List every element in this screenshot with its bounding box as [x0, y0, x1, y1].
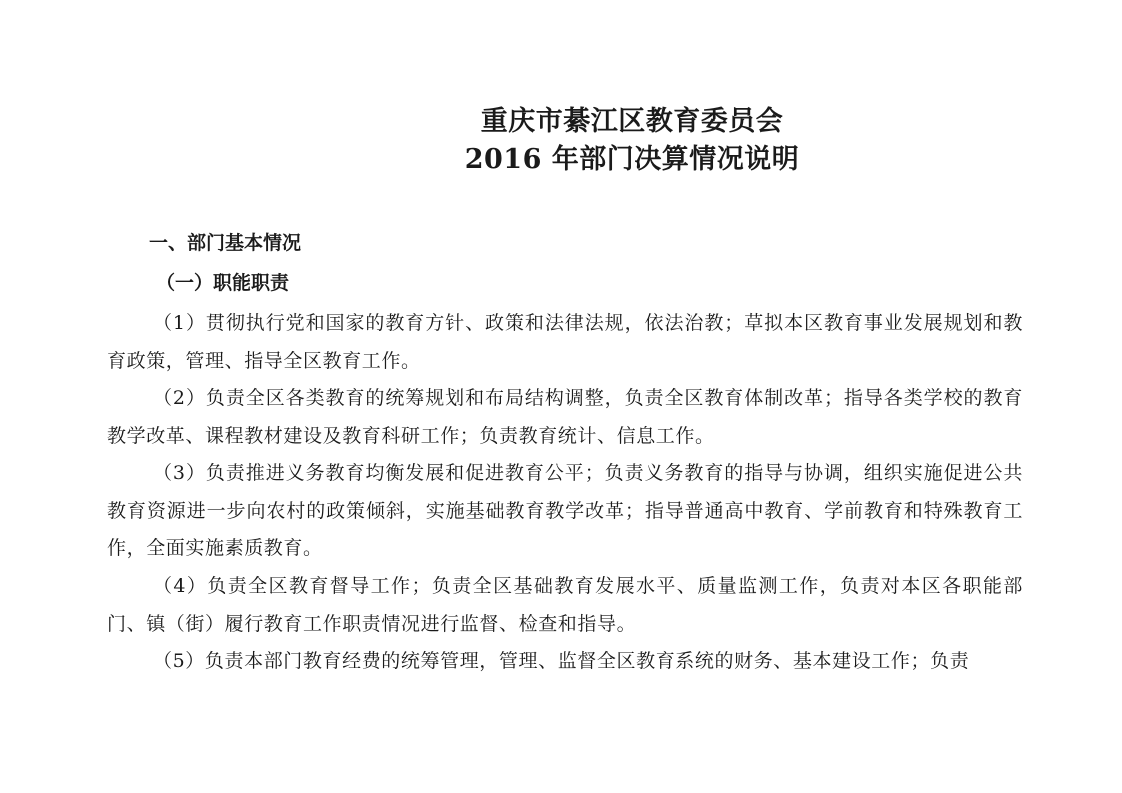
paragraph-duty-3: （3）负责推进义务教育均衡发展和促进教育公平；负责义务教育的指导与协调，组织实施促进公共教育资源进一步向农村的政策倾斜，实施基础教育教学改革；指导普通高中教育、学前教育和特殊教育工作，全面实施素质教育。	[107, 462, 1023, 559]
subsection-heading: （一）职能职责	[156, 272, 290, 294]
document-title-line-2: 2016 年部门决算情况说明	[464, 144, 800, 175]
paragraph-duty-1: （1）贯彻执行党和国家的教育方针、政策和法律法规，依法治教；草拟本区教育事业发展规划和教育政策，管理、指导全区教育工作。	[107, 312, 1023, 372]
paragraph-duty-2: （2）负责全区各类教育的统筹规划和布局结构调整，负责全区教育体制改革；指导各类学校的教育教学改革、课程教材建设及教育科研工作；负责教育统计、信息工作。	[107, 387, 1023, 447]
document-title-line-1: 重庆市綦江区教育委员会	[480, 106, 784, 137]
paragraph-duty-5: （5）负责本部门教育经费的统筹管理，管理、监督全区教育系统的财务、基本建设工作；负责	[153, 650, 970, 672]
paragraph-duty-4: （4）负责全区教育督导工作；负责全区基础教育发展水平、质量监测工作，负责对本区各职能部门、镇（街）履行教育工作职责情况进行监督、检查和指导。	[107, 575, 1023, 635]
section-heading: 一、部门基本情况	[149, 232, 302, 254]
